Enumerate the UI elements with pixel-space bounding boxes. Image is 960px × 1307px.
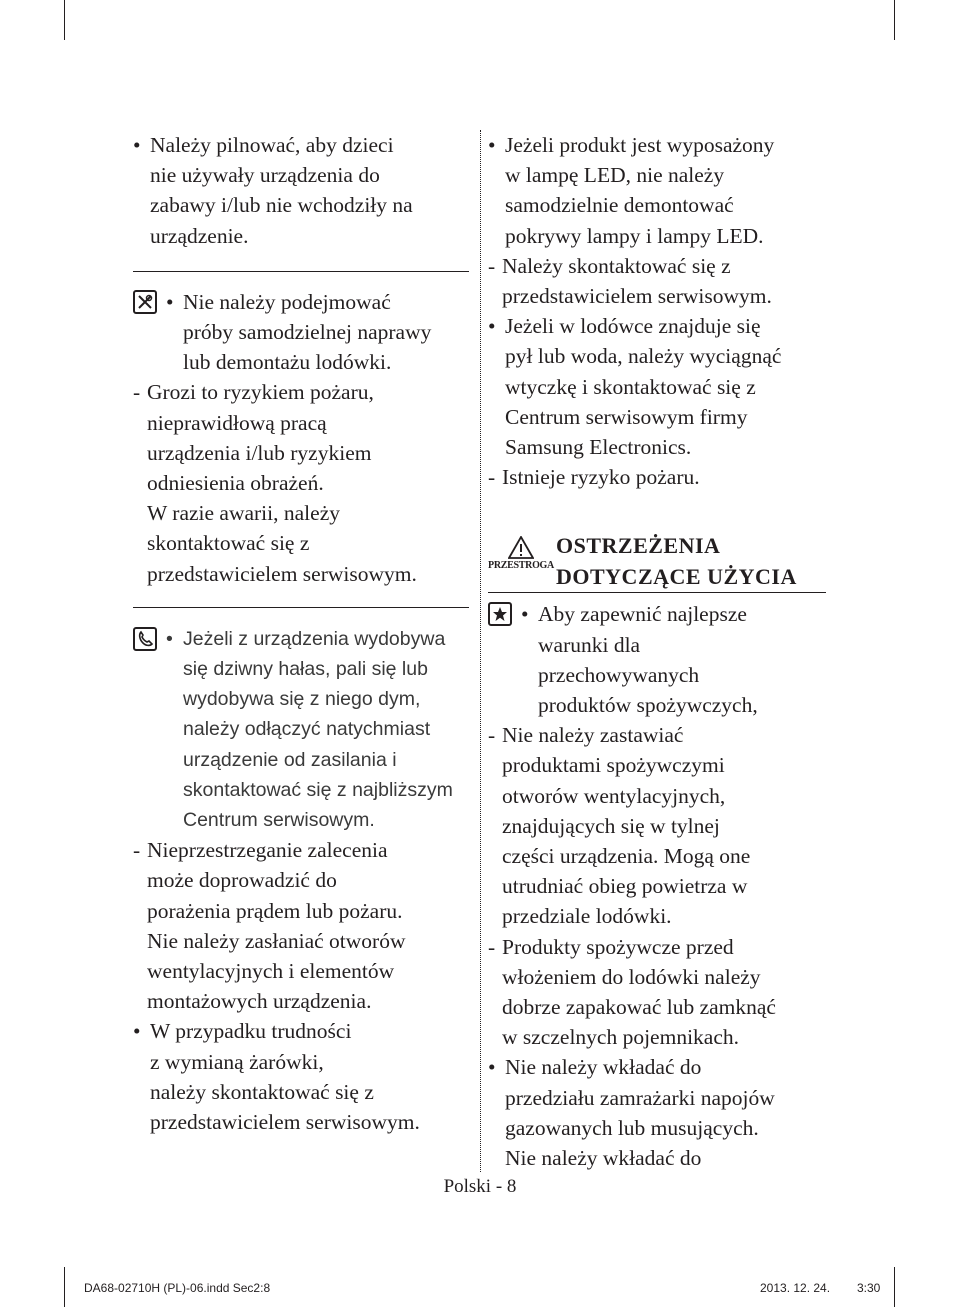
- column-divider: [480, 130, 481, 1172]
- right-column: [488, 130, 833, 1173]
- vents-blocked-text: Nie należy zastawiać produktami spożywczymi otworów wentylacyjnych, znajdujących się w tylnej części urządzenia. Mogą one utrudniać obieg powietrza w przedziale lodówki.: [502, 723, 751, 929]
- pack-food-text: Produkty spożywcze przed włożeniem do lodówki należy dobrze zapakować lub zamknąć w szczelnych pojemnikach.: [502, 934, 776, 1050]
- fizzy-drinks-text: Nie należy wkładać do przedziału zamrażarki napojów gazowanych lub musujących.: [505, 1055, 775, 1140]
- continued-text: Nie należy wkładać do: [505, 1146, 702, 1171]
- bulb-text: W przypadku trudności z wymianą żarówki, należy skontaktować się z przedstawicielem serwisowym.: [150, 1019, 420, 1135]
- dash-led-contact: - Należy skontaktować się z przedstawicielem serwisowym.: [488, 251, 833, 311]
- warning-title: [554, 530, 797, 592]
- warning-triangle-icon: [508, 536, 534, 559]
- led-text: Jeżeli produkt jest wyposażony w lampę LED, nie należy samodzielnie demontować pokrywy lampy i lampy LED.: [505, 133, 775, 248]
- vents-note-text: Nie należy zasłaniać otworów wentylacyjnych i elementów montażowych urządzenia.: [147, 928, 406, 1014]
- section-separator: [133, 607, 469, 608]
- dust-water-text: Jeżeli w lodówce znajduje się pył lub woda, należy wyciągnąć wtyczkę i skontaktować się z Centrum serwisowym firmy Samsung Electronics.: [505, 314, 782, 460]
- dash-fire-risk: - Grozi to ryzykiem pożaru, nieprawidłową pracą urządzenia i/lub ryzykiem odniesienia obrażeń.: [133, 377, 473, 498]
- star-note-icon: [488, 602, 512, 626]
- dash-fire: - Istnieje ryzyko pożaru.: [488, 462, 833, 492]
- crop-mark: [64, 1267, 65, 1307]
- phone-icon-wrap: [133, 624, 166, 835]
- section-separator: [133, 271, 469, 272]
- phone-service-icon: [133, 627, 157, 651]
- warning-badge: [488, 530, 554, 571]
- dash-vents-blocked: - Nie należy zastawiać produktami spożywczymi otworów wentylacyjnych, znajdujących się w tylnej części urządzenia. Mogą one utrudniać obieg powietrza w przedziale lodówki.: [488, 720, 833, 931]
- bullet-children-text: Należy pilnować, aby dzieci nie używały urządzenia do zabawy i/lub nie wchodziły na urządzenie.: [150, 133, 413, 248]
- dash-electric-shock: - Nieprzestrzeganie zalecenia może doprowadzić do porażenia prądem lub pożaru.: [133, 835, 473, 926]
- crop-mark: [64, 0, 65, 40]
- no-repair-text: Nie należy podejmować próby samodzielnej naprawy lub demontażu lodówki.: [183, 289, 432, 375]
- bullet-best-storage: • Aby zapewnić najlepsze warunki dla przechowywanych produktów spożywczych,: [488, 599, 833, 720]
- warning-title-line: OSTRZEŻENIA: [556, 533, 721, 559]
- bullet-fizzy-drinks: • Nie należy wkładać do przedziału zamrażarki napojów gazowanych lub musujących.: [488, 1052, 833, 1143]
- crop-mark: [894, 1267, 895, 1307]
- fire-text: Istnieje ryzyko pożaru.: [502, 465, 700, 490]
- no-repair-icon-wrap: [133, 287, 166, 378]
- crop-mark: [894, 0, 895, 40]
- vents-note: [133, 926, 473, 1017]
- best-storage-text: Aby zapewnić najlepsze warunki dla przechowywanych produktów spożywczych,: [538, 602, 758, 718]
- strange-noise-text: Jeżeli z urządzenia wydobywa się dziwny hałas, pali się lub wydobywa się z niego dym, należy odłączyć natychmiast urządzenie od zasilania i skontaktować się z najbliższym Centrum serwisowym.: [183, 627, 453, 832]
- footer-time: 3:30: [857, 1281, 881, 1295]
- bullet-dust-water: • Jeżeli w lodówce znajduje się pył lub woda, należy wyciągnąć wtyczkę i skontaktować się z Centrum serwisowym firmy Samsung Electronics.: [488, 311, 833, 462]
- dash-pack-food: - Produkty spożywcze przed włożeniem do lodówki należy dobrze zapakować lub zamknąć w szczelnych pojemnikach.: [488, 932, 833, 1053]
- bullet-led: • Jeżeli produkt jest wyposażony w lampę LED, nie należy samodzielnie demontować pokrywy lampy i lampy LED.: [488, 130, 833, 251]
- fire-risk-text: Grozi to ryzykiem pożaru, nieprawidłową pracą urządzenia i/lub ryzykiem odniesienia obrażeń.: [147, 380, 374, 496]
- contact-service-note: [133, 498, 473, 589]
- warning-title-line: DOTYCZĄCE UŻYCIA: [556, 564, 797, 590]
- warning-header: [488, 530, 833, 592]
- star-icon-wrap: [488, 599, 521, 720]
- no-repair-icon: [133, 290, 157, 314]
- continued-note: [488, 1143, 833, 1173]
- footer-file: DA68-02710H (PL)-06.indd Sec2:8: [84, 1281, 271, 1295]
- page-number: Polski - 8: [443, 1176, 517, 1197]
- contact-service-text: W razie awarii, należy skontaktować się z przedstawicielem serwisowym.: [147, 501, 417, 586]
- bullet-children: • Należy pilnować, aby dzieci nie używały urządzenia do zabawy i/lub nie wchodziły na urządzenie.: [133, 130, 473, 251]
- bullet-no-repair: • Nie należy podejmować próby samodzielnej naprawy lub demontażu lodówki.: [133, 287, 473, 378]
- led-contact-text: Należy skontaktować się z przedstawicielem serwisowym.: [502, 253, 772, 309]
- bullet-strange-noise: • Jeżeli z urządzenia wydobywa się dziwny hałas, pali się lub wydobywa się z niego dym, należy odłączyć natychmiast urządzenie od zasilania i skontaktować się z najbliższym Centrum serwisowym.: [133, 624, 473, 835]
- footer-date: 2013. 12. 24.: [760, 1281, 831, 1295]
- left-column: [133, 130, 473, 1137]
- warning-underline: [488, 592, 826, 593]
- bullet-bulb: • W przypadku trudności z wymianą żarówki, należy skontaktować się z przedstawicielem serwisowym.: [133, 1016, 473, 1137]
- warning-label: PRZESTROGA: [488, 560, 554, 572]
- electric-shock-text: Nieprzestrzeganie zalecenia może doprowadzić do porażenia prądem lub pożaru.: [147, 838, 403, 923]
